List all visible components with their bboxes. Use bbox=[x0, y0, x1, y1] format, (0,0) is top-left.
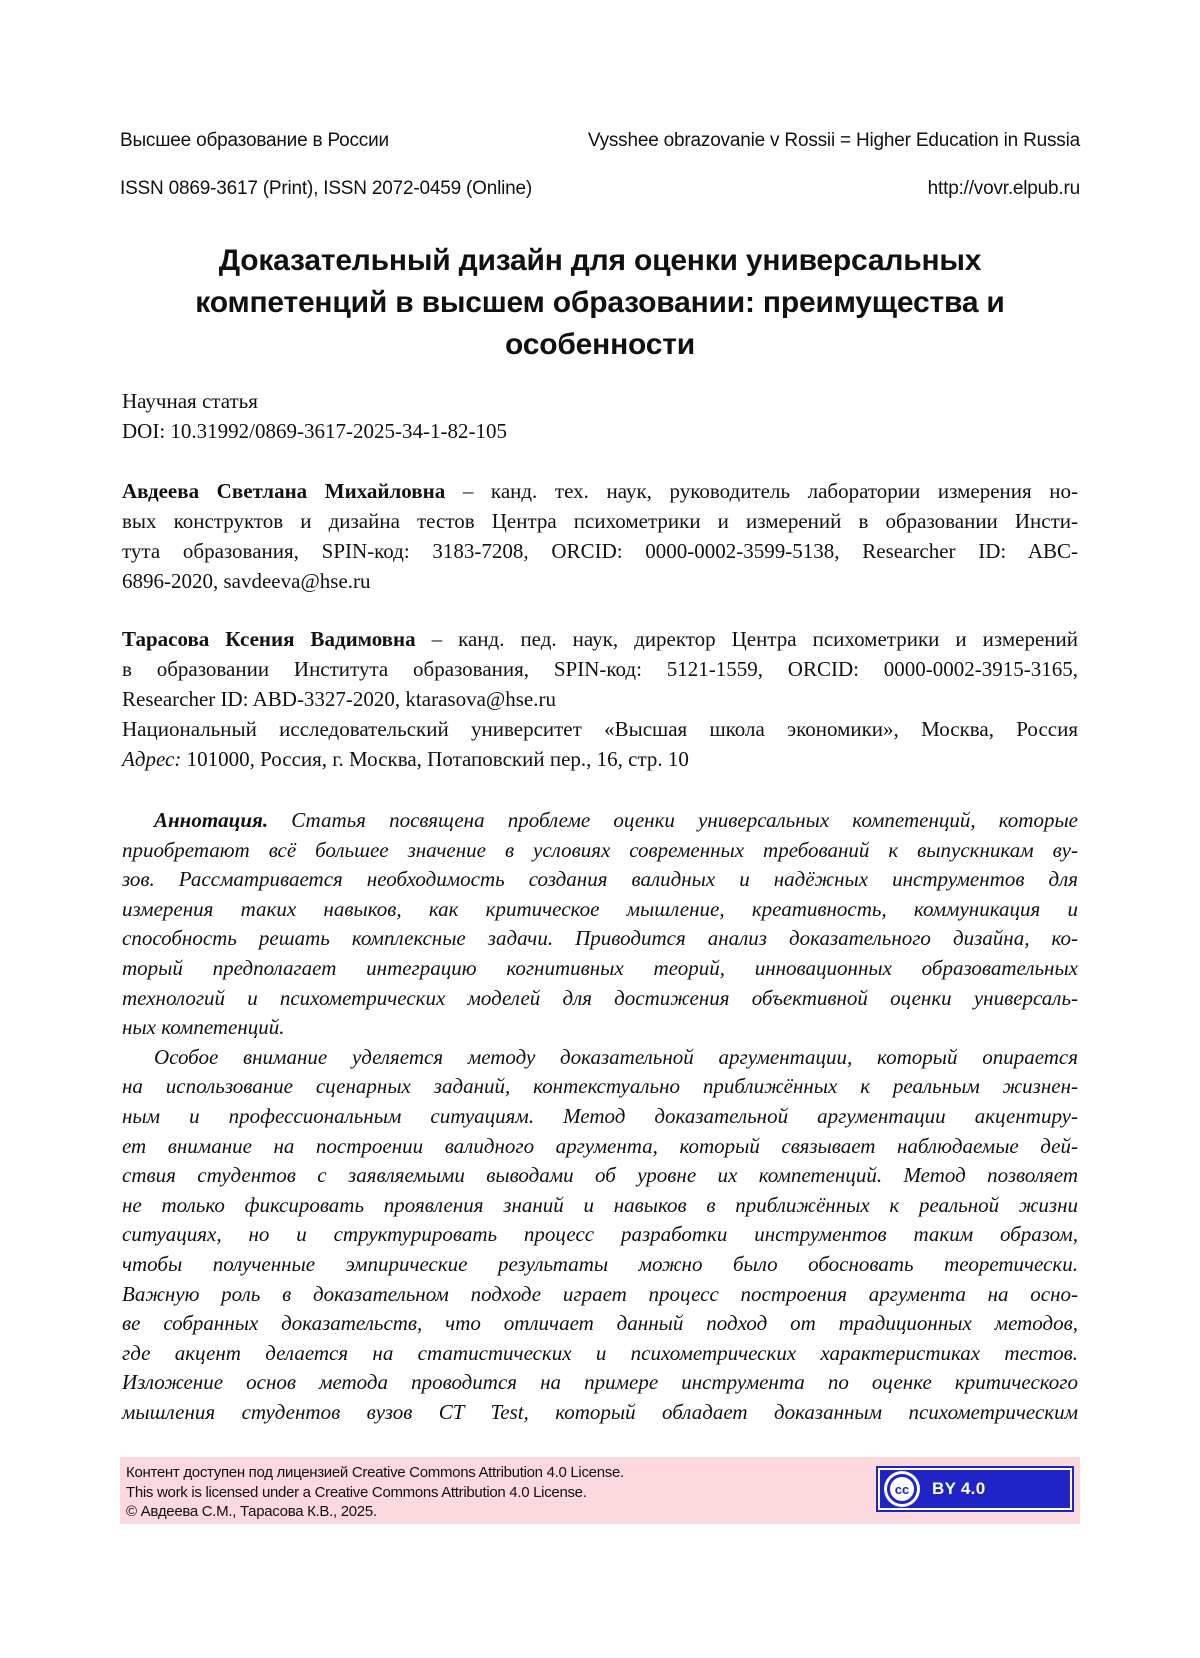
journal-title-ru: Высшее образование в России bbox=[120, 130, 389, 151]
abstract-line: Важную роль в доказательном подходе играет процесс построения аргумента на осно- bbox=[122, 1281, 1078, 1306]
abstract-line: измерения таких навыков, как критическое мышление, креативность, коммуникация и bbox=[122, 896, 1078, 921]
author-block-2 bbox=[122, 624, 1078, 774]
issn-row bbox=[120, 178, 1080, 200]
abstract bbox=[122, 806, 1078, 1427]
doi[interactable]: DOI: 10.31992/0869-3617-2025-34-1-82-105 bbox=[122, 419, 507, 443]
address-value: 101000, Россия, г. Москва, Потаповский пер., 16, стр. 10 bbox=[181, 747, 689, 771]
cc-license-badge[interactable] bbox=[878, 1468, 1072, 1510]
title-line: Доказательный дизайн для оценки универсальных bbox=[218, 244, 982, 277]
abstract-line: ет внимание на построении валидного аргумента, который связывает наблюдаемые дей- bbox=[122, 1133, 1078, 1158]
article-meta bbox=[122, 386, 507, 446]
running-header bbox=[120, 130, 1080, 152]
abstract-line: ных компетенций. bbox=[122, 1015, 285, 1040]
abstract-line: ве собранных доказательств, что отличает данный подход от традиционных методов, bbox=[122, 1311, 1078, 1336]
author-block-1 bbox=[122, 476, 1078, 596]
author-info-line: 6896-2020, savdeeva@hse.ru bbox=[122, 569, 371, 593]
address bbox=[122, 744, 1078, 774]
author-info-line: – канд. тех. наук, руководитель лаборатории измерения но- bbox=[445, 479, 1078, 503]
abstract-line: ным и профессиональным ситуациям. Метод доказательной аргументации акцентиру- bbox=[122, 1103, 1078, 1128]
license-box bbox=[120, 1457, 1080, 1524]
abstract-line: Статья посвящена проблеме оценки универсальных компетенций, которые bbox=[268, 808, 1078, 832]
abstract-line: не только фиксировать проявления знаний и навыков в приближённых к реальной жизни bbox=[122, 1192, 1078, 1217]
cc-badge-text: BY 4.0 bbox=[932, 1479, 986, 1498]
abstract-line: торый предполагает интеграцию когнитивных теорий, инновационных образовательных bbox=[122, 955, 1078, 980]
article-title bbox=[120, 240, 1080, 366]
abstract-line: мышления студентов вузов CT Test, который обладает доказанным психометрическим bbox=[122, 1399, 1078, 1424]
abstract-line: ситуациях, но и структурировать процесс разработки инструментов таким образом, bbox=[122, 1222, 1078, 1247]
abstract-line: зов. Рассматривается необходимость создания валидных и надёжных инструментов для bbox=[122, 867, 1078, 892]
abstract-line: приобретают всё большее значение в условиях современных требований к выпускникам ву- bbox=[122, 837, 1078, 862]
journal-url[interactable]: http://vovr.elpub.ru bbox=[927, 178, 1080, 199]
copyright: © Авдеева С.М., Тарасова К.В., 2025. bbox=[126, 1503, 377, 1520]
title-line: компетенций в высшем образовании: преимущества и bbox=[195, 286, 1005, 319]
cc-icon-label: cc bbox=[887, 1474, 917, 1504]
title-line: особенности bbox=[505, 328, 695, 361]
affiliation: Национальный исследовательский университет «Высшая школа экономики», Москва, Россия bbox=[122, 717, 1078, 741]
abstract-line: где акцент делается на статистических и психометрических характеристиках тестов. bbox=[122, 1340, 1078, 1365]
abstract-line: на использование сценарных заданий, контекстуально приближённых к реальным жизнен- bbox=[122, 1074, 1078, 1099]
article-type: Научная статья bbox=[122, 389, 258, 413]
abstract-line: технологий и психометрических моделей для достижения объективной оценки универсаль- bbox=[122, 985, 1078, 1010]
abstract-line: Особое внимание уделяется методу доказательной аргументации, который опирается bbox=[154, 1044, 1078, 1069]
author-info-line: Researcher ID: ABD-3327-2020, ktarasova@hse.ru bbox=[122, 687, 556, 711]
abstract-line: способность решать комплексные задачи. Приводится анализ доказательного дизайна, ко- bbox=[122, 926, 1078, 951]
abstract-line: чтобы полученные эмпирические результаты можно было обосновать теоретически. bbox=[122, 1251, 1078, 1276]
author-info-line: – канд. пед. наук, директор Центра психометрики и измерений bbox=[415, 627, 1078, 651]
license-line-en: This work is licensed under a Creative Commons Attribution 4.0 License. bbox=[126, 1483, 587, 1501]
license-line-ru: Контент доступен под лицензией Creative Commons Attribution 4.0 License. bbox=[126, 1464, 624, 1481]
abstract-line: Изложение основ метода проводится на примере инструмента по оценке критического bbox=[122, 1370, 1078, 1395]
license-text bbox=[126, 1463, 624, 1522]
author-info-line: в образовании Института образования, SPIN-код: 5121-1559, ORCID: 0000-0002-3915-3165, bbox=[122, 657, 1078, 681]
author-info-line: вых конструктов и дизайна тестов Центра психометрики и измерений в образовании Инсти- bbox=[122, 509, 1078, 533]
author-info-line: тута образования, SPIN-код: 3183-7208, ORCID: 0000-0002-3599-5138, Researcher ID: ABC- bbox=[122, 539, 1078, 563]
abstract-label: Аннотация. bbox=[154, 808, 269, 832]
address-label: Адрес: bbox=[122, 747, 182, 771]
journal-title-en: Vysshee obrazovanie v Rossii = Higher Education in Russia bbox=[587, 130, 1080, 151]
issn: ISSN 0869-3617 (Print), ISSN 2072-0459 (Online) bbox=[120, 178, 532, 199]
author-name: Авдеева Светлана Михайловна bbox=[122, 479, 446, 503]
abstract-line: ствия студентов с заявляемыми выводами об уровне их компетенций. Метод позволяет bbox=[122, 1163, 1078, 1188]
cc-icon bbox=[884, 1471, 920, 1507]
author-name: Тарасова Ксения Вадимовна bbox=[122, 627, 416, 651]
